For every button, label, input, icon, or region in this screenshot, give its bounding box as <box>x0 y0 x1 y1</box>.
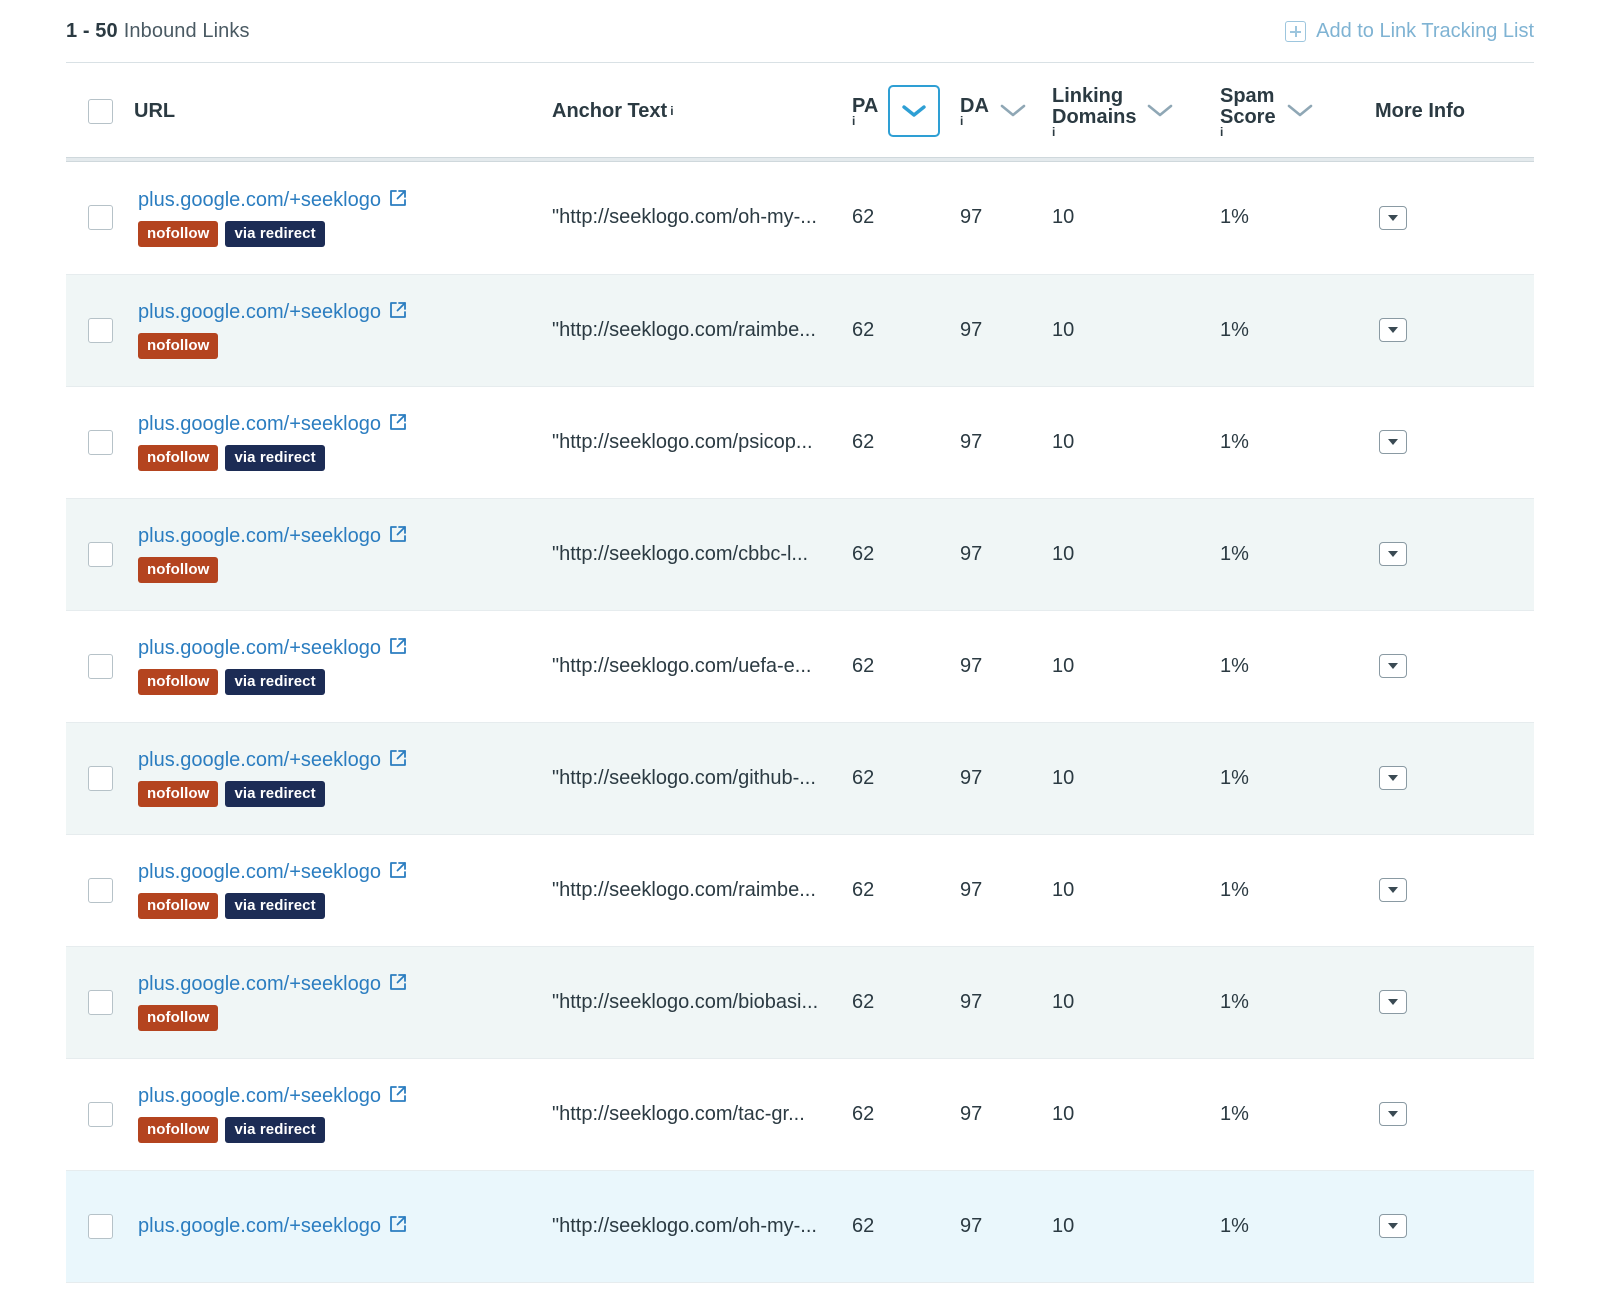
table-header <box>66 63 1534 163</box>
sort-linking-domains-button[interactable] <box>1146 100 1174 122</box>
add-to-link-tracking-list-button[interactable] <box>1285 20 1534 43</box>
header-url <box>134 63 552 158</box>
da-value-cell <box>960 162 1052 274</box>
badge-group <box>138 1005 552 1031</box>
plus-icon <box>1285 21 1306 42</box>
badge-group <box>138 1117 552 1143</box>
url-cell <box>134 274 552 386</box>
badge-nofollow: nofollow <box>138 221 218 247</box>
badge-nofollow: nofollow <box>138 893 218 919</box>
url-cell <box>134 1058 552 1170</box>
header-more-info <box>1375 63 1534 158</box>
da-value: 97 <box>960 206 983 229</box>
row-url-link[interactable]: plus.google.com/+seeklogo <box>138 188 381 211</box>
da-value-cell <box>960 1058 1052 1170</box>
more-info-button[interactable] <box>1379 318 1407 342</box>
more-info-cell <box>1375 162 1534 274</box>
more-info-cell <box>1375 834 1534 946</box>
badge-via-redirect: via redirect <box>225 221 324 247</box>
row-checkbox[interactable] <box>88 654 113 679</box>
sort-spam-score-button[interactable] <box>1286 100 1314 122</box>
linking-domains-value: 10 <box>1052 318 1075 341</box>
table-body <box>66 162 1534 1282</box>
header-pa <box>852 63 960 158</box>
da-value-cell <box>960 834 1052 946</box>
spam-score-value: 1% <box>1220 1214 1249 1237</box>
spam-score-value: 1% <box>1220 542 1249 565</box>
spam-score-value-cell <box>1220 498 1375 610</box>
da-value: 97 <box>960 654 983 677</box>
anchor-text-value: "http://seeklogo.com/cbbc-l... <box>552 542 809 565</box>
caret-down-icon <box>1388 663 1398 669</box>
spam-score-value-cell <box>1220 386 1375 498</box>
more-info-button[interactable] <box>1379 430 1407 454</box>
header-select-all-cell <box>66 63 134 158</box>
spam-score-value-cell <box>1220 274 1375 386</box>
row-url-link[interactable]: plus.google.com/+seeklogo <box>138 637 381 659</box>
row-checkbox[interactable] <box>88 878 113 903</box>
sort-pa-button[interactable] <box>888 85 940 137</box>
row-url-link[interactable]: plus.google.com/+seeklogo <box>138 1085 381 1107</box>
caret-down-icon <box>1388 775 1398 781</box>
pa-value-cell <box>852 946 960 1058</box>
da-value: 97 <box>960 430 983 453</box>
caret-down-icon <box>1388 551 1398 557</box>
caret-down-icon <box>1388 439 1398 445</box>
linking-domains-value: 10 <box>1052 206 1075 229</box>
spam-score-value-cell <box>1220 946 1375 1058</box>
header-url-label: URL <box>134 99 176 122</box>
da-value-cell <box>960 722 1052 834</box>
table-row <box>66 1170 1534 1282</box>
more-info-button[interactable] <box>1379 878 1407 902</box>
spam-score-value-cell <box>1220 834 1375 946</box>
external-link-icon[interactable] <box>389 861 407 884</box>
anchor-text-cell <box>552 274 852 386</box>
badge-group <box>138 893 552 919</box>
results-count-range: 1 - 50 <box>66 19 118 42</box>
more-info-button[interactable] <box>1379 766 1407 790</box>
pa-value: 62 <box>852 542 875 565</box>
external-link-icon[interactable] <box>389 1085 407 1108</box>
info-icon-spam-score[interactable]: i <box>1220 124 1224 139</box>
more-info-button[interactable] <box>1379 206 1407 230</box>
row-checkbox[interactable] <box>88 318 113 343</box>
url-cell <box>134 1170 552 1282</box>
row-url-link[interactable]: plus.google.com/+seeklogo <box>138 1214 381 1237</box>
external-link-icon[interactable] <box>389 749 407 772</box>
table-row <box>66 274 1534 386</box>
inbound-links-table <box>66 62 1534 1283</box>
table-row <box>66 162 1534 274</box>
header-da-label: DA i <box>960 95 989 128</box>
anchor-text-value: "http://seeklogo.com/raimbe... <box>552 878 816 901</box>
pa-value: 62 <box>852 430 875 453</box>
row-select-cell <box>66 274 134 386</box>
linking-domains-value-cell <box>1052 498 1220 610</box>
more-info-cell <box>1375 946 1534 1058</box>
da-value-cell <box>960 498 1052 610</box>
row-url-link[interactable]: plus.google.com/+seeklogo <box>138 301 381 323</box>
anchor-text-value: "http://seeklogo.com/github-... <box>552 766 816 789</box>
table-row <box>66 946 1534 1058</box>
row-select-cell <box>66 162 134 274</box>
pa-value: 62 <box>852 878 875 901</box>
anchor-text-cell <box>552 722 852 834</box>
row-checkbox[interactable] <box>88 1102 113 1127</box>
linking-domains-value-cell <box>1052 274 1220 386</box>
linking-domains-value: 10 <box>1052 878 1075 901</box>
linking-domains-value: 10 <box>1052 990 1075 1013</box>
badge-group <box>138 445 552 471</box>
pa-value: 62 <box>852 1214 875 1237</box>
badge-nofollow: nofollow <box>138 1117 218 1143</box>
url-cell <box>134 834 552 946</box>
table-row <box>66 834 1534 946</box>
header-pa-label: PA i <box>852 95 879 128</box>
pa-value-cell <box>852 162 960 274</box>
linking-domains-value-cell <box>1052 834 1220 946</box>
linking-domains-value-cell <box>1052 610 1220 722</box>
da-value-cell <box>960 274 1052 386</box>
spam-score-value: 1% <box>1220 878 1249 901</box>
linking-domains-value: 10 <box>1052 430 1075 453</box>
badge-nofollow: nofollow <box>138 333 218 359</box>
pa-value-cell <box>852 610 960 722</box>
linking-domains-value-cell <box>1052 1058 1220 1170</box>
anchor-text-value: "http://seeklogo.com/raimbe... <box>552 318 816 341</box>
more-info-button[interactable] <box>1379 654 1407 678</box>
pa-value-cell <box>852 386 960 498</box>
more-info-button[interactable] <box>1379 990 1407 1014</box>
header-linking-domains-label: Linking Domains i <box>1052 84 1137 139</box>
row-select-cell <box>66 1170 134 1282</box>
linking-domains-value-cell <box>1052 162 1220 274</box>
linking-domains-value: 10 <box>1052 1102 1075 1125</box>
badge-via-redirect: via redirect <box>225 1117 324 1143</box>
pa-value: 62 <box>852 1102 875 1125</box>
external-link-icon[interactable] <box>389 413 407 436</box>
row-checkbox[interactable] <box>88 205 113 230</box>
anchor-text-cell <box>552 162 852 274</box>
spam-score-value-cell <box>1220 162 1375 274</box>
pa-value: 62 <box>852 654 875 677</box>
badge-group <box>138 333 552 359</box>
row-url-link[interactable]: plus.google.com/+seeklogo <box>138 749 381 771</box>
anchor-text-cell <box>552 1058 852 1170</box>
header-spam-score-label: Spam Score i <box>1220 84 1276 139</box>
external-link-icon[interactable] <box>389 525 407 548</box>
anchor-text-value: "http://seeklogo.com/oh-my-... <box>552 1214 817 1237</box>
pa-value: 62 <box>852 990 875 1013</box>
anchor-text-cell <box>552 834 852 946</box>
anchor-text-cell <box>552 946 852 1058</box>
anchor-text-value: "http://seeklogo.com/tac-gr... <box>552 1102 805 1125</box>
more-info-cell <box>1375 274 1534 386</box>
spam-score-value-cell <box>1220 1058 1375 1170</box>
caret-down-icon <box>1388 999 1398 1005</box>
url-cell <box>134 610 552 722</box>
info-icon-linking-domains[interactable]: i <box>1052 124 1056 139</box>
info-icon-pa[interactable]: i <box>852 114 856 128</box>
spam-score-value: 1% <box>1220 1102 1249 1125</box>
more-info-cell <box>1375 386 1534 498</box>
more-info-button[interactable] <box>1379 1102 1407 1126</box>
da-value-cell <box>960 610 1052 722</box>
anchor-text-value: "http://seeklogo.com/psicop... <box>552 430 813 453</box>
anchor-text-value: "http://seeklogo.com/biobasi... <box>552 990 819 1013</box>
badge-via-redirect: via redirect <box>225 893 324 919</box>
row-select-cell <box>66 834 134 946</box>
more-info-button[interactable] <box>1379 1214 1407 1238</box>
header-spam-score <box>1220 63 1375 158</box>
badge-via-redirect: via redirect <box>225 669 324 695</box>
spam-score-value-cell <box>1220 610 1375 722</box>
header-anchor-text <box>552 63 852 158</box>
row-url-link[interactable]: plus.google.com/+seeklogo <box>138 861 381 883</box>
pa-value-cell <box>852 722 960 834</box>
header-anchor-text-label: Anchor Text <box>552 99 668 122</box>
da-value-cell <box>960 386 1052 498</box>
caret-down-icon <box>1388 215 1398 221</box>
row-checkbox[interactable] <box>88 990 113 1015</box>
header-more-info-label: More Info <box>1375 99 1465 122</box>
url-cell <box>134 722 552 834</box>
row-url-link[interactable]: plus.google.com/+seeklogo <box>138 973 381 995</box>
pa-value: 62 <box>852 206 875 229</box>
header-linking-domains <box>1052 63 1220 158</box>
external-link-icon[interactable] <box>389 1215 407 1238</box>
caret-down-icon <box>1388 887 1398 893</box>
linking-domains-value: 10 <box>1052 766 1075 789</box>
linking-domains-value: 10 <box>1052 1214 1075 1237</box>
anchor-text-cell <box>552 386 852 498</box>
badge-group <box>138 669 552 695</box>
chevron-down-icon <box>1000 104 1026 118</box>
da-value: 97 <box>960 878 983 901</box>
row-checkbox[interactable] <box>88 1214 113 1239</box>
anchor-text-value: "http://seeklogo.com/oh-my-... <box>552 206 817 229</box>
badge-group <box>138 781 552 807</box>
more-info-cell <box>1375 1058 1534 1170</box>
more-info-button[interactable] <box>1379 542 1407 566</box>
badge-via-redirect: via redirect <box>225 445 324 471</box>
row-select-cell <box>66 386 134 498</box>
da-value: 97 <box>960 1214 983 1237</box>
badge-nofollow: nofollow <box>138 1005 218 1031</box>
badge-nofollow: nofollow <box>138 557 218 583</box>
pa-value-cell <box>852 1170 960 1282</box>
linking-domains-value-cell <box>1052 386 1220 498</box>
external-link-icon[interactable] <box>389 301 407 324</box>
caret-down-icon <box>1388 1223 1398 1229</box>
da-value-cell <box>960 1170 1052 1282</box>
sort-da-button[interactable] <box>999 100 1027 122</box>
row-select-cell <box>66 1058 134 1170</box>
results-count-label: Inbound Links <box>123 19 250 42</box>
spam-score-value: 1% <box>1220 766 1249 789</box>
row-url-link[interactable]: plus.google.com/+seeklogo <box>138 413 381 435</box>
header-da <box>960 63 1052 158</box>
row-checkbox[interactable] <box>88 766 113 791</box>
spam-score-value: 1% <box>1220 318 1249 341</box>
da-value: 97 <box>960 766 983 789</box>
anchor-text-cell <box>552 610 852 722</box>
spam-score-value-cell <box>1220 722 1375 834</box>
chevron-down-icon <box>1147 104 1173 118</box>
linking-domains-value-cell <box>1052 946 1220 1058</box>
url-cell <box>134 162 552 274</box>
more-info-cell <box>1375 498 1534 610</box>
table-row <box>66 498 1534 610</box>
pa-value-cell <box>852 274 960 386</box>
da-value: 97 <box>960 990 983 1013</box>
url-cell <box>134 386 552 498</box>
anchor-text-cell <box>552 1170 852 1282</box>
spam-score-value-cell <box>1220 1170 1375 1282</box>
caret-down-icon <box>1388 327 1398 333</box>
table-row <box>66 610 1534 722</box>
external-link-icon[interactable] <box>389 637 407 660</box>
caret-down-icon <box>1388 1111 1398 1117</box>
chevron-down-icon <box>902 104 926 118</box>
pa-value-cell <box>852 1058 960 1170</box>
info-icon-anchor-text[interactable]: i <box>670 104 674 118</box>
row-select-cell <box>66 722 134 834</box>
badge-group <box>138 557 552 583</box>
anchor-text-value: "http://seeklogo.com/uefa-e... <box>552 654 812 677</box>
pa-value: 62 <box>852 318 875 341</box>
badge-via-redirect: via redirect <box>225 781 324 807</box>
more-info-cell <box>1375 610 1534 722</box>
row-select-cell <box>66 946 134 1058</box>
da-value: 97 <box>960 1102 983 1125</box>
add-to-link-tracking-list-label: Add to Link Tracking List <box>1316 19 1534 42</box>
external-link-icon[interactable] <box>389 189 407 212</box>
linking-domains-value-cell <box>1052 1170 1220 1282</box>
badge-group <box>138 221 552 247</box>
select-all-checkbox[interactable] <box>88 99 113 124</box>
spam-score-value: 1% <box>1220 430 1249 453</box>
badge-nofollow: nofollow <box>138 445 218 471</box>
results-toolbar <box>66 0 1534 62</box>
da-value: 97 <box>960 542 983 565</box>
table-row <box>66 722 1534 834</box>
row-select-cell <box>66 498 134 610</box>
info-icon-da[interactable]: i <box>960 114 964 128</box>
row-url-link[interactable]: plus.google.com/+seeklogo <box>138 525 381 547</box>
badge-nofollow: nofollow <box>138 781 218 807</box>
linking-domains-value: 10 <box>1052 654 1075 677</box>
chevron-down-icon <box>1287 104 1313 118</box>
external-link-icon[interactable] <box>389 973 407 996</box>
table-row <box>66 1058 1534 1170</box>
badge-nofollow: nofollow <box>138 669 218 695</box>
pa-value-cell <box>852 834 960 946</box>
da-value-cell <box>960 946 1052 1058</box>
more-info-cell <box>1375 1170 1534 1282</box>
pa-value: 62 <box>852 766 875 789</box>
da-value: 97 <box>960 318 983 341</box>
spam-score-value: 1% <box>1220 654 1249 677</box>
spam-score-value: 1% <box>1220 206 1249 229</box>
linking-domains-value: 10 <box>1052 542 1075 565</box>
spam-score-value: 1% <box>1220 990 1249 1013</box>
url-cell <box>134 946 552 1058</box>
table-row <box>66 386 1534 498</box>
linking-domains-value-cell <box>1052 722 1220 834</box>
more-info-cell <box>1375 722 1534 834</box>
row-checkbox[interactable] <box>88 542 113 567</box>
anchor-text-cell <box>552 498 852 610</box>
row-checkbox[interactable] <box>88 430 113 455</box>
results-count <box>66 20 250 43</box>
pa-value-cell <box>852 498 960 610</box>
row-select-cell <box>66 610 134 722</box>
url-cell <box>134 498 552 610</box>
